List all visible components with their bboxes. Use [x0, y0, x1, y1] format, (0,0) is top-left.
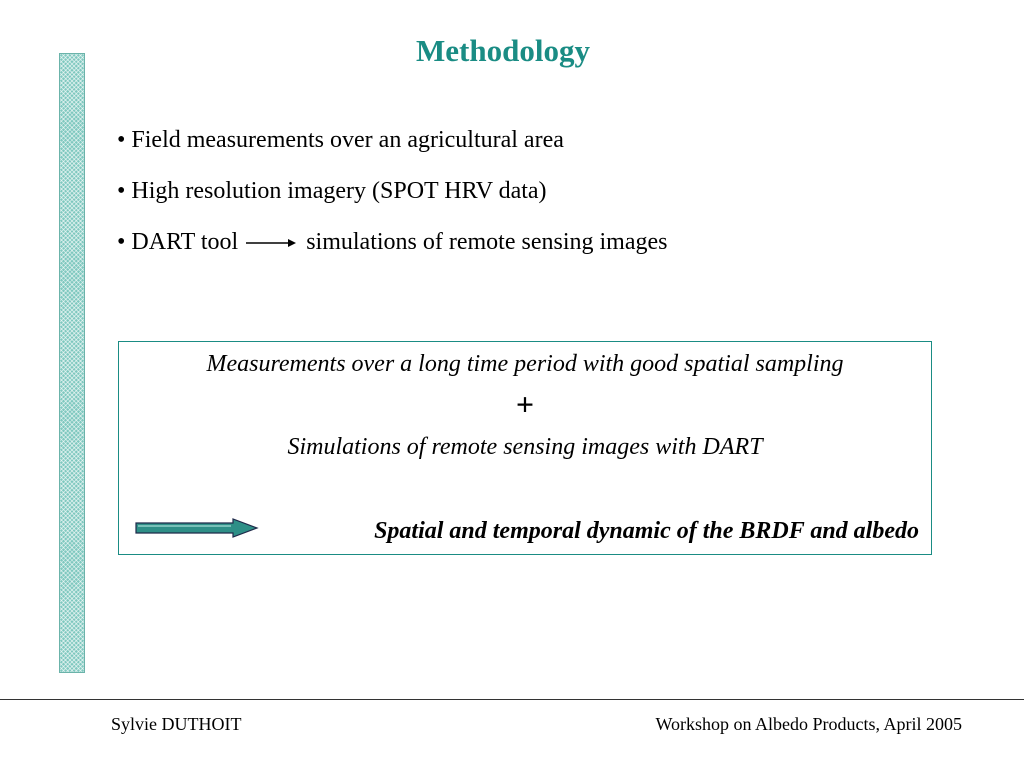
block-arrow-icon: [135, 518, 259, 538]
decorative-side-bar: [59, 53, 85, 673]
footer-author: Sylvie DUTHOIT: [111, 714, 242, 734]
slide-title: Methodology: [416, 33, 590, 68]
box-conclusion-text: Spatial and temporal dynamic of the BRDF and albedo: [374, 518, 919, 544]
summary-box: [118, 341, 932, 555]
bullet-dart-prefix: • DART tool: [117, 229, 239, 255]
box-measurements-text: Measurements over a long time period with good spatial sampling: [206, 351, 844, 377]
footer-event: Workshop on Albedo Products, April 2005: [655, 714, 962, 734]
bullet-dart-suffix: simulations of remote sensing images: [306, 229, 668, 255]
footer-divider: [0, 699, 1024, 700]
bullet-high-resolution-imagery: • High resolution imagery (SPOT HRV data): [117, 178, 547, 204]
bullet-dart-tool: [117, 229, 667, 256]
box-simulations-text: Simulations of remote sensing images with DART: [287, 434, 763, 460]
plus-sign: +: [515, 386, 535, 422]
bullet-field-measurements: • Field measurements over an agricultural area: [117, 127, 564, 153]
right-arrow-icon: [244, 236, 296, 250]
